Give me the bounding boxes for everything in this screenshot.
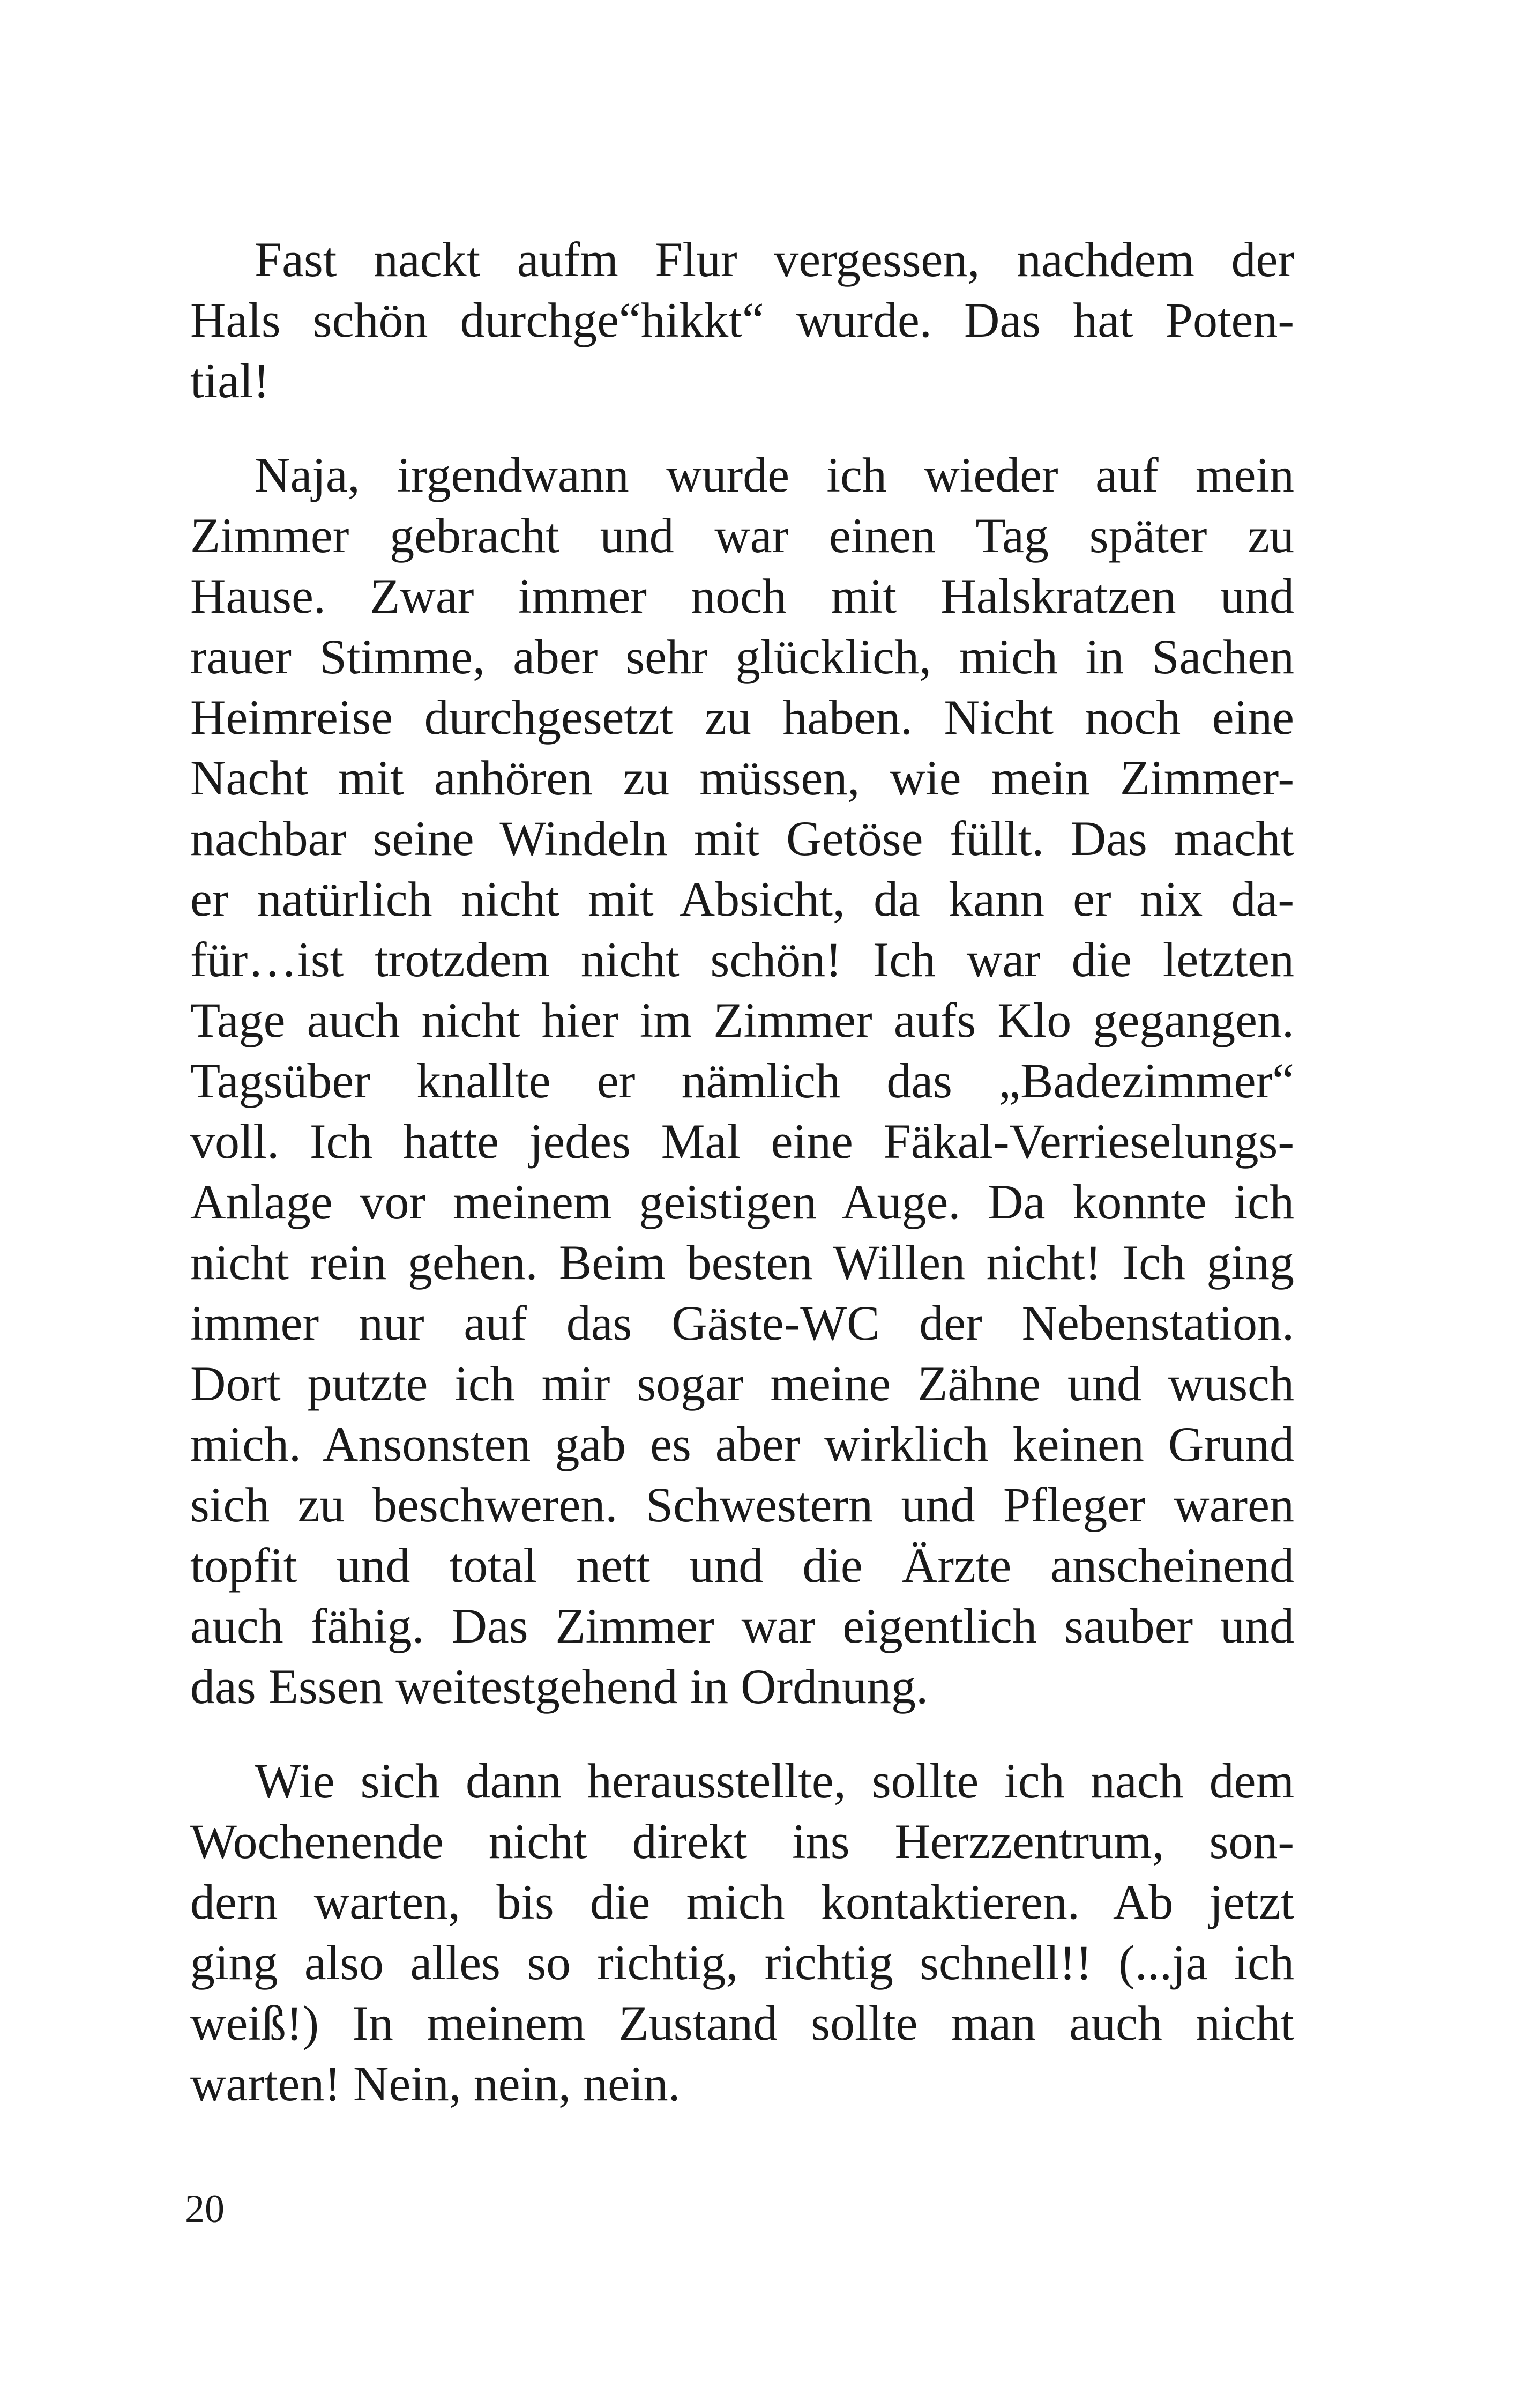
text-line: warten! Nein, nein, nein. (190, 2056, 681, 2111)
text-line: Tagsüber knallte er nämlich das „Badezimmer“ (190, 1053, 1294, 1108)
text-line: tial! (190, 353, 270, 408)
text-line: weiß!) In meinem Zustand sollte man auch nicht (190, 1996, 1294, 2050)
text-line: Tage auch nicht hier im Zimmer aufs Klo gegangen. (190, 993, 1294, 1047)
text-line: rauer Stimme, aber sehr glücklich, mich in Sachen (190, 629, 1294, 684)
text-line: das Essen weitestgehend in Ordnung. (190, 1659, 929, 1714)
text-line: Heimreise durchgesetzt zu haben. Nicht noch eine (190, 690, 1294, 745)
text-line: Wie sich dann herausstellte, sollte ich nach dem (255, 1753, 1294, 1808)
text-line: immer nur auf das Gäste-WC der Nebenstation. (190, 1296, 1294, 1350)
text-line: Hause. Zwar immer noch mit Halskratzen und (190, 569, 1294, 623)
page-number: 20 (185, 2187, 225, 2231)
text-line: Nacht mit anhören zu müssen, wie mein Zimmer- (190, 750, 1294, 805)
text-line: Hals schön durchge“hikkt“ wurde. Das hat Poten- (190, 293, 1294, 347)
paragraph-2 (190, 445, 1294, 1717)
paragraph-1 (190, 229, 1294, 411)
text-line: topfit und total nett und die Ärzte anscheinend (190, 1538, 1294, 1593)
text-line: Dort putzte ich mir sogar meine Zähne und wusch (190, 1356, 1294, 1411)
text-line: dern warten, bis die mich kontaktieren. Ab jetzt (190, 1875, 1294, 1929)
text-line: voll. Ich hatte jedes Mal eine Fäkal-Verrieselungs- (190, 1114, 1294, 1169)
text-line: Anlage vor meinem geistigen Auge. Da konnte ich (190, 1175, 1294, 1229)
body-text (190, 229, 1294, 2148)
text-line: Fast nackt aufm Flur vergessen, nachdem der (255, 232, 1294, 287)
text-line: sich zu beschweren. Schwestern und Pfleger waren (190, 1477, 1294, 1532)
text-line: nicht rein gehen. Beim besten Willen nicht! Ich ging (190, 1235, 1294, 1290)
text-line: Naja, irgendwann wurde ich wieder auf mein (255, 448, 1294, 502)
paragraph-3 (190, 1751, 1294, 2114)
text-line: auch fähig. Das Zimmer war eigentlich sauber und (190, 1599, 1294, 1653)
text-line: er natürlich nicht mit Absicht, da kann er nix da- (190, 872, 1294, 926)
text-line: Zimmer gebracht und war einen Tag später zu (190, 508, 1294, 563)
text-line: Wochenende nicht direkt ins Herzzentrum, son- (190, 1814, 1294, 1869)
text-line: ging also alles so richtig, richtig schnell!! (...ja ich (190, 1935, 1294, 1990)
text-line: für…ist trotzdem nicht schön! Ich war die letzten (190, 932, 1294, 987)
text-line: nachbar seine Windeln mit Getöse füllt. Das macht (190, 811, 1294, 866)
text-line: mich. Ansonsten gab es aber wirklich keinen Grund (190, 1417, 1294, 1471)
